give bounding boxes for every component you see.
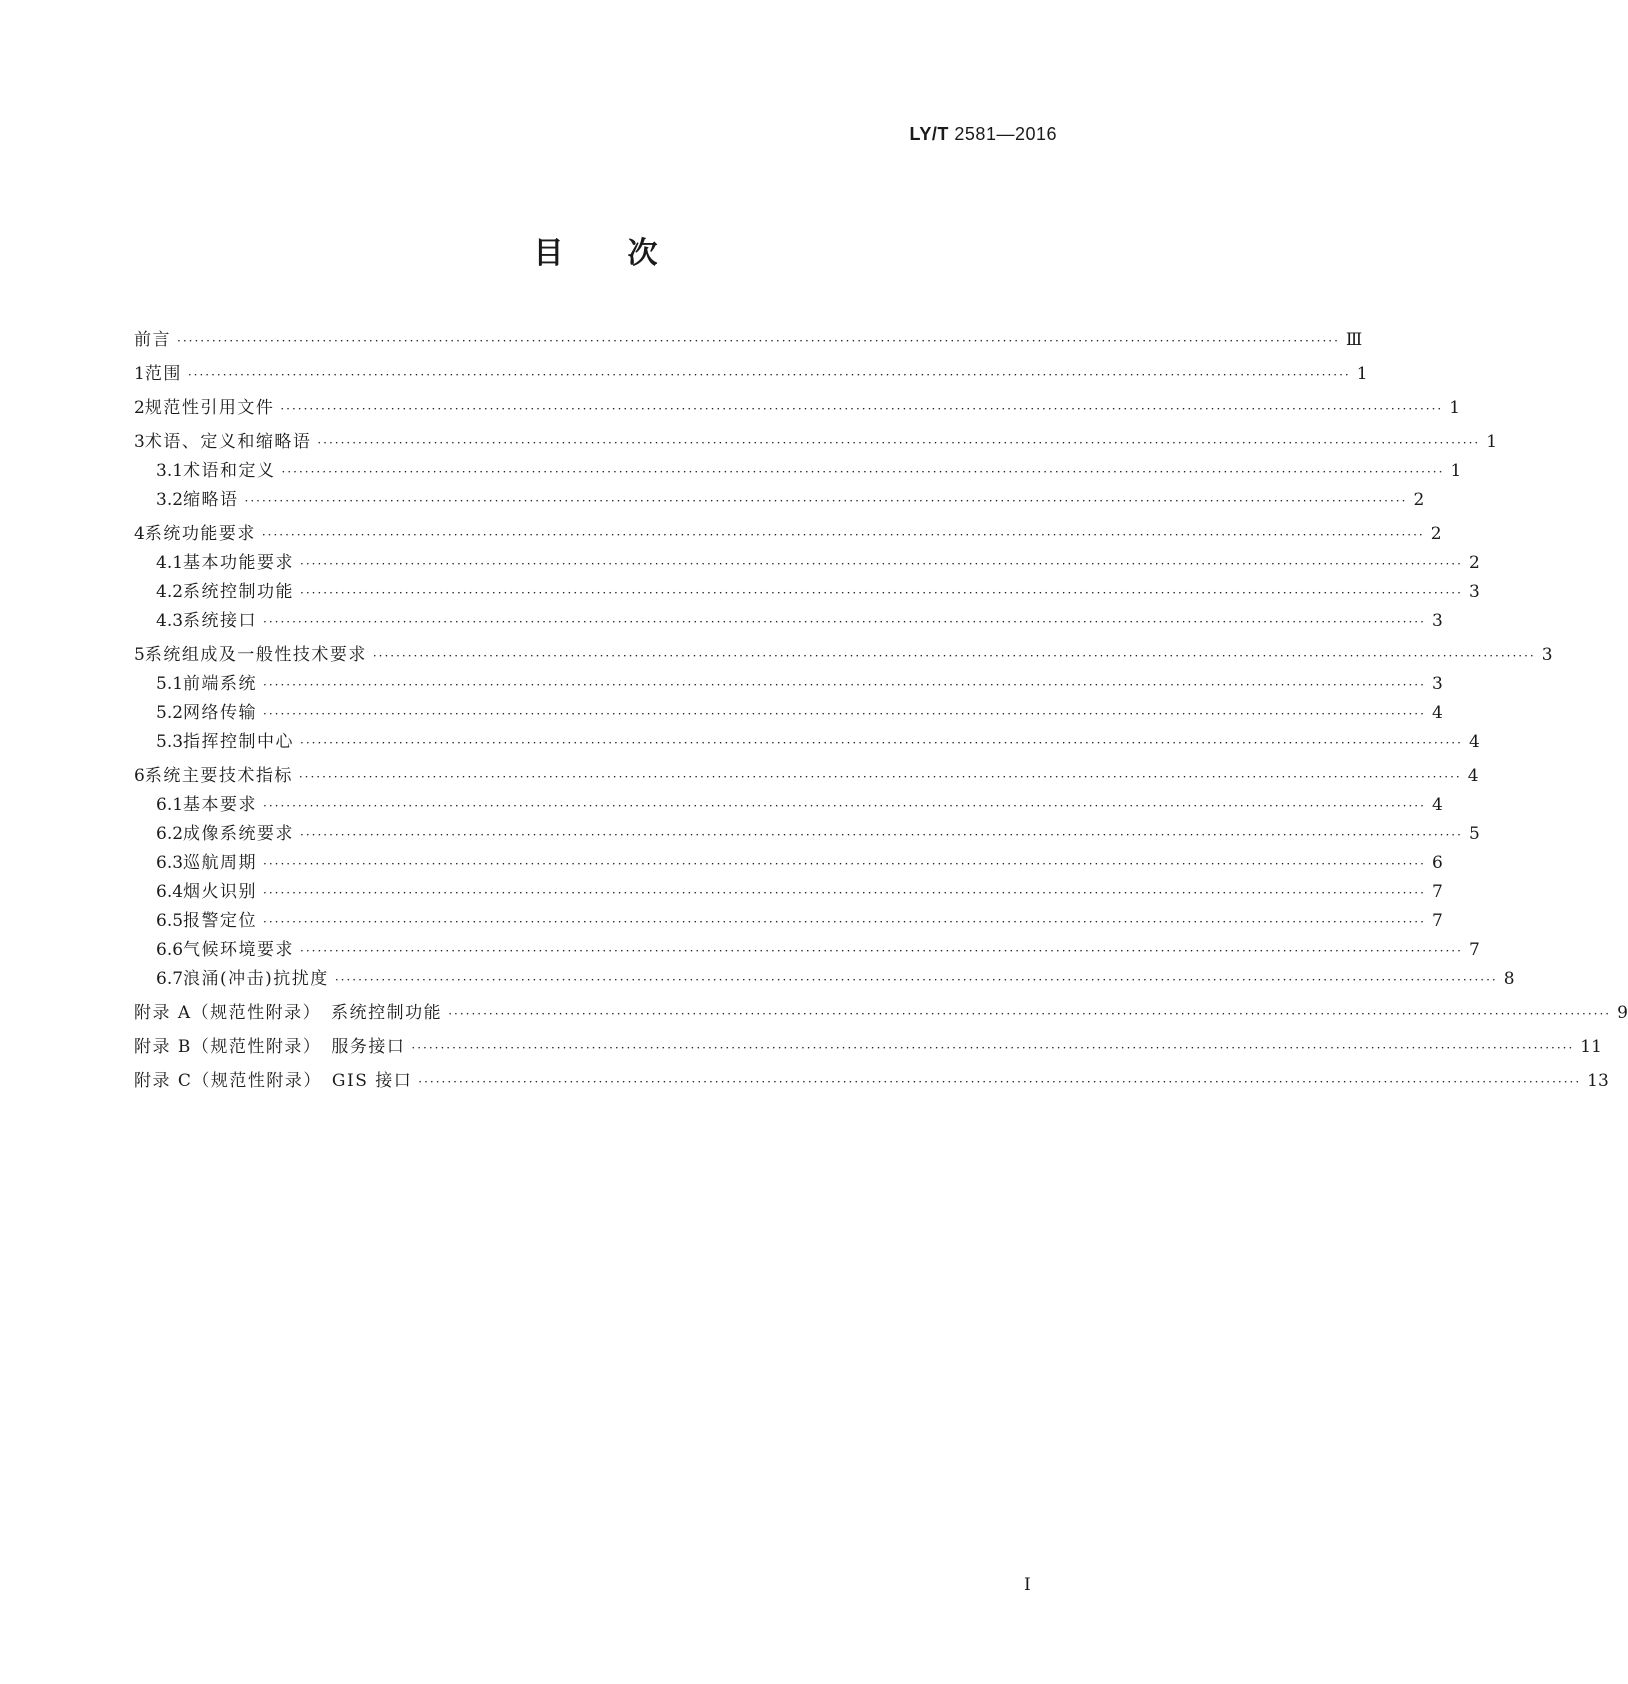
toc-entry[interactable] [134, 1069, 1609, 1093]
toc-entry-number: 6.3 [156, 853, 184, 873]
toc-entry-page: 7 [1431, 882, 1443, 902]
toc-entry[interactable] [156, 672, 1443, 696]
toc-leader-dots: ········································································································································································································ [263, 707, 1426, 721]
toc-entry-number: 5 [134, 645, 145, 665]
toc-entry-number: 5.2 [156, 703, 184, 723]
toc-entry-page: 7 [1431, 911, 1443, 931]
toc-entry[interactable] [134, 396, 1461, 420]
toc-entry[interactable] [156, 701, 1443, 725]
toc-leader-dots: ········································································································································································································ [177, 334, 1340, 348]
toc-entry[interactable] [156, 967, 1515, 991]
toc-entry[interactable] [156, 938, 1480, 962]
toc-entry[interactable] [156, 793, 1443, 817]
toc-leader-dots: ········································································································································································································ [300, 586, 1463, 600]
toc-entry-title: 系统主要技术指标 [144, 766, 293, 786]
toc-leader-dots: ········································································································································································································ [281, 465, 1445, 479]
toc-entry[interactable] [156, 551, 1480, 575]
toc-entry-page: 4 [1468, 732, 1480, 752]
toc-leader-dots: ········································································································································································································ [372, 649, 1536, 663]
toc-entry-page: 6 [1431, 853, 1443, 873]
toc-leader-dots: ········································································································································································································ [263, 857, 1426, 871]
toc-leader-dots: ········································································································································································································ [263, 915, 1426, 929]
toc-entry-title: 术语和定义 [183, 461, 276, 481]
toc-entry-page: Ⅲ [1345, 330, 1363, 350]
toc-entry-title: 系统接口 [183, 611, 258, 631]
toc-entry-number: 6.1 [156, 795, 184, 815]
toc-entry[interactable] [156, 580, 1480, 604]
toc-entry[interactable] [156, 822, 1480, 846]
toc-entry-number: 4.2 [156, 582, 184, 602]
toc-entry-title: 附录 B（规范性附录） 服务接口 [134, 1037, 406, 1057]
toc-leader-dots: ········································································································································································································ [298, 770, 1462, 784]
toc-entry[interactable] [134, 362, 1368, 386]
toc-entry[interactable] [156, 851, 1443, 875]
toc-leader-dots: ········································································································································································································ [263, 799, 1426, 813]
standard-number: 2581—2016 [954, 124, 1057, 144]
toc-entry[interactable] [156, 730, 1480, 754]
toc-entry-number: 5.1 [156, 674, 184, 694]
toc-entry-page: 1 [1450, 461, 1462, 481]
toc-entry-title: 巡航周期 [183, 853, 258, 873]
toc-entry[interactable] [134, 328, 1363, 352]
toc-entry-title: 附录 A（规范性附录） 系统控制功能 [134, 1003, 443, 1023]
standard-prefix: LY/T [909, 124, 949, 144]
toc-entry-page: 3 [1431, 611, 1443, 631]
toc-entry-number: 6.7 [156, 969, 184, 989]
toc-leader-dots: ········································································································································································································ [280, 402, 1444, 416]
toc-leader-dots: ········································································································································································································ [317, 436, 1481, 450]
toc-entry-title: 网络传输 [183, 703, 258, 723]
toc-entry[interactable] [134, 1001, 1628, 1025]
toc-entry[interactable] [134, 1035, 1602, 1059]
toc-entry[interactable] [156, 909, 1443, 933]
toc-entry-number: 3.2 [156, 490, 184, 510]
toc-entry-page: 1 [1449, 398, 1461, 418]
toc-entry-title: 规范性引用文件 [144, 398, 275, 418]
toc-leader-dots: ········································································································································································································ [187, 368, 1351, 382]
toc-entry-page: 4 [1467, 766, 1479, 786]
toc-entry-number: 3 [134, 432, 145, 452]
toc-entry-title: 基本要求 [183, 795, 258, 815]
toc-entry-title: 成像系统要求 [183, 824, 295, 844]
toc-entry-title: 烟火识别 [183, 882, 258, 902]
toc-entry-title: 范围 [144, 364, 182, 384]
toc-entry-number: 6.4 [156, 882, 184, 902]
toc-entry-number: 2 [134, 398, 145, 418]
toc-entry-title: 前言 [134, 330, 171, 350]
toc-leader-dots: ········································································································································································································ [263, 886, 1426, 900]
toc-entry-number: 4 [134, 524, 145, 544]
toc-entry-page: 4 [1431, 703, 1443, 723]
toc-entry-number: 6 [134, 766, 145, 786]
toc-entry-title: 浪涌(冲击)抗扰度 [183, 969, 329, 989]
standard-code [910, 124, 1057, 145]
toc-leader-dots: ········································································································································································································ [448, 1007, 1612, 1021]
toc-entry[interactable] [156, 459, 1462, 483]
toc-entry-title: 指挥控制中心 [183, 732, 295, 752]
toc-entry-number: 4.3 [156, 611, 184, 631]
toc-entry[interactable] [156, 880, 1443, 904]
toc-entry-title: 报警定位 [183, 911, 258, 931]
toc-entry[interactable] [156, 488, 1425, 512]
toc-entry[interactable] [134, 643, 1553, 667]
toc-leader-dots: ········································································································································································································ [300, 736, 1463, 750]
toc-entry-page: 1 [1486, 432, 1498, 452]
toc-leader-dots: ········································································································································································································ [263, 678, 1426, 692]
toc-entry-title: 系统组成及一般性技术要求 [144, 645, 367, 665]
toc-entry-page: 9 [1617, 1003, 1628, 1023]
toc-leader-dots: ········································································································································································································ [300, 944, 1463, 958]
toc-entry-page: 8 [1503, 969, 1515, 989]
toc-leader-dots: ········································································································································································································ [418, 1075, 1582, 1089]
toc-leader-dots: ········································································································································································································ [411, 1041, 1575, 1055]
toc-entry-page: 2 [1430, 524, 1442, 544]
toc-entry-number: 5.3 [156, 732, 184, 752]
toc-entry-number: 4.1 [156, 553, 184, 573]
toc-entry-page: 3 [1431, 674, 1443, 694]
toc-entry-page: 3 [1468, 582, 1480, 602]
toc-entry-title: 气候环境要求 [183, 940, 295, 960]
toc-entry-number: 1 [134, 364, 145, 384]
toc-entry-number: 6.2 [156, 824, 184, 844]
toc-leader-dots: ········································································································································································································ [300, 557, 1463, 571]
toc-entry-page: 3 [1541, 645, 1553, 665]
toc-entry-page: 13 [1587, 1071, 1609, 1091]
toc-entry-page: 7 [1468, 940, 1480, 960]
toc-entry-page: 2 [1413, 490, 1425, 510]
toc-entry-title: 术语、定义和缩略语 [144, 432, 312, 452]
toc-entry-title: 附录 C（规范性附录） GIS 接口 [134, 1071, 413, 1091]
toc-leader-dots: ········································································································································································································ [244, 494, 1408, 508]
toc-entry-page: 2 [1468, 553, 1480, 573]
toc-leader-dots: ········································································································································································································ [261, 528, 1425, 542]
toc-entry-number: 6.6 [156, 940, 184, 960]
toc-entry-page: 1 [1356, 364, 1368, 384]
toc-entry-number: 3.1 [156, 461, 184, 481]
toc-entry-title: 缩略语 [183, 490, 239, 510]
toc-entry-title: 系统控制功能 [183, 582, 295, 602]
toc-entry-title: 基本功能要求 [183, 553, 295, 573]
toc-entry[interactable] [134, 764, 1479, 788]
toc-entry[interactable] [134, 430, 1498, 454]
page-title: 目次 [533, 236, 722, 271]
page-number: I [1024, 1575, 1031, 1595]
toc-leader-dots: ········································································································································································································ [300, 828, 1463, 842]
toc-entry-page: 11 [1580, 1037, 1602, 1057]
toc-entry[interactable] [134, 522, 1442, 546]
toc-entry[interactable] [156, 609, 1443, 633]
toc-entry-page: 5 [1468, 824, 1480, 844]
toc-leader-dots: ········································································································································································································ [263, 615, 1426, 629]
toc-entry-title: 系统功能要求 [144, 524, 256, 544]
toc-entry-page: 4 [1431, 795, 1443, 815]
toc-entry-number: 6.5 [156, 911, 184, 931]
toc-leader-dots: ········································································································································································································ [334, 973, 1498, 987]
toc-entry-title: 前端系统 [183, 674, 258, 694]
